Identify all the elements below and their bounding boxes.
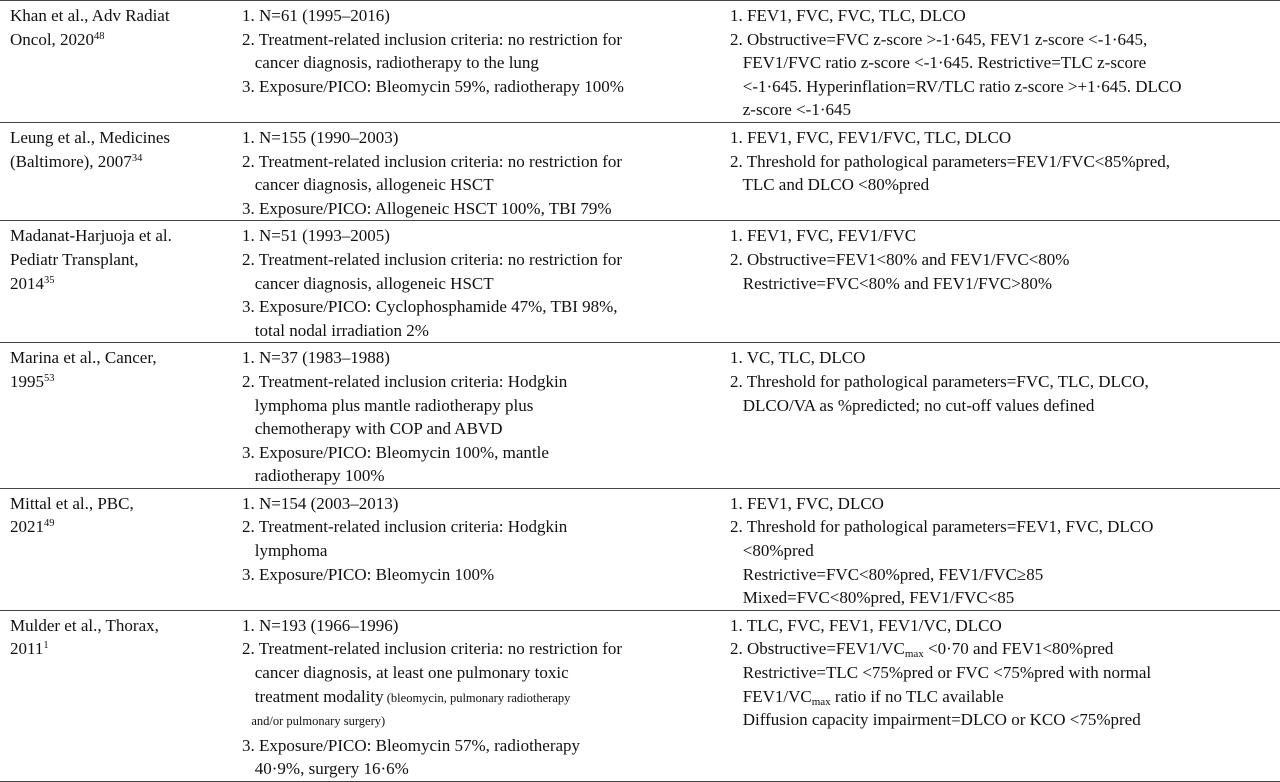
outcome-cell [720, 488, 1280, 610]
design-line: 3. Exposure/PICO: Bleomycin 57%, radiotherapy [242, 735, 581, 755]
outcome-cell [720, 343, 1280, 489]
design-line: 2. Treatment-related inclusion criteria: no restriction for [242, 151, 623, 171]
table-row [0, 221, 1280, 343]
design-line: chemotherapy with COP and ABVD [242, 419, 503, 439]
outcome-line: 2. Threshold for pathological parameters=FEV1/FVC<85%pred, [730, 151, 1170, 171]
study-line: 2014$^{35}$ [10, 273, 55, 293]
outcome-line: 2. Threshold for pathological parameters=FEV1, FVC, DLCO [730, 517, 1154, 537]
study-line: Leung et al., Medicines [10, 127, 171, 147]
table-row [0, 343, 1280, 489]
study-line: 2011$^1$ [10, 639, 49, 659]
table-row [0, 122, 1280, 220]
design-line: 1. N=37 (1983–1988) [242, 348, 390, 368]
table-row [0, 610, 1280, 781]
outcome-line: 1. FEV1, FVC, FVC, TLC, DLCO [730, 6, 966, 25]
design-line: cancer diagnosis, at least one pulmonary toxic [242, 663, 569, 683]
study-line: Oncol, 2020$^{48}$ [10, 29, 105, 49]
design-cell [232, 122, 720, 220]
design-line: 1. N=193 (1966–1996) [242, 615, 399, 635]
design-line: lymphoma plus mantle radiotherapy plus [242, 395, 534, 415]
design-note: and/or pulmonary surgery) [242, 714, 386, 729]
study-line: Pediatr Transplant, [10, 249, 139, 269]
design-line: lymphoma [242, 541, 328, 561]
outcome-line: FEV1/FVC ratio z-score <-1·645. Restrictive=TLC z-score [730, 53, 1147, 73]
study-line: 1995$^{53}$ [10, 371, 55, 391]
study-cell [0, 610, 232, 781]
outcome-line: 1. FEV1, FVC, DLCO [730, 493, 884, 513]
outcome-line: DLCO/VA as %predicted; no cut-off values defined [730, 395, 1095, 415]
design-line: 3. Exposure/PICO: Allogeneic HSCT 100%, TBI 79% [242, 198, 612, 218]
design-line: 2. Treatment-related inclusion criteria: no restriction for [242, 639, 623, 659]
design-line: 1. N=154 (2003–2013) [242, 493, 399, 513]
outcome-cell [720, 122, 1280, 220]
design-line: total nodal irradiation 2% [242, 320, 429, 340]
study-cell [0, 221, 232, 343]
design-line: radiotherapy 100% [242, 466, 385, 486]
outcome-line: 1. TLC, FVC, FEV1, FEV1/VC, DLCO [730, 615, 1002, 635]
study-line: 2021$^{49}$ [10, 517, 55, 537]
study-line: (Baltimore), 2007$^{34}$ [10, 151, 143, 171]
outcome-line: 2. $Obstructive=FEV1/VC_{max} <0\cdot 70$ and FEV1<80%pred [730, 639, 1114, 661]
outcome-line: $FEV1/VC_{max}$ ratio if no TLC available [730, 686, 1004, 708]
outcome-cell [720, 610, 1280, 781]
design-line: 2. Treatment-related inclusion criteria: Hodgkin [242, 371, 568, 391]
reference-number: 35 [44, 274, 55, 286]
table-row [0, 488, 1280, 610]
design-note: (bleomycin, pulmonary radiotherapy [383, 690, 571, 705]
reference-number: 53 [44, 372, 55, 384]
reference-number: 48 [94, 30, 105, 42]
study-line: Mulder et al., Thorax, [10, 615, 159, 635]
reference-number: 34 [131, 152, 143, 164]
design-line: 3. Exposure/PICO: Cyclophosphamide 47%, TBI 98%, [242, 297, 618, 317]
outcome-line: 2. Threshold for pathological parameters=FVC, TLC, DLCO, [730, 371, 1149, 391]
outcome-line: Mixed=FVC<80%pred, FEV1/FVC<85 [730, 588, 1015, 608]
outcome-cell [720, 1, 1280, 123]
design-cell [232, 488, 720, 610]
design-line: cancer diagnosis, allogeneic HSCT [242, 175, 494, 195]
study-cell [0, 1, 232, 123]
subscript: max [904, 648, 924, 661]
design-line: 2. Treatment-related inclusion criteria: no restriction for [242, 249, 623, 269]
outcome-line: z-score <-1·645 [730, 100, 851, 120]
design-line: 3. Exposure/PICO: Bleomycin 59%, radiotherapy 100% [242, 76, 624, 96]
reference-number: 49 [44, 518, 55, 530]
outcome-line: Restrictive=FVC<80%pred, FEV1/FVC≥85 [730, 564, 1044, 584]
study-line: Khan et al., Adv Radiat [10, 6, 170, 25]
outcome-line: <80%pred [730, 541, 814, 561]
outcome-line: 2. Obstructive=FVC z-score >-1·645, FEV1 z-score <-1·645, [730, 29, 1148, 49]
outcome-line: 1. FEV1, FVC, FEV1/FVC [730, 226, 917, 246]
design-cell [232, 1, 720, 123]
design-line: 2. Treatment-related inclusion criteria: Hodgkin [242, 517, 568, 537]
design-line: treatment modality (bleomycin, pulmonary radiotherapy [242, 686, 571, 706]
table-row [0, 1, 1280, 123]
design-line: 2. Treatment-related inclusion criteria: no restriction for [242, 29, 623, 49]
reference-number: 1 [43, 640, 49, 652]
study-line: Marina et al., Cancer, [10, 348, 157, 368]
design-line: 40·9%, surgery 16·6% [242, 759, 409, 779]
design-cell [232, 610, 720, 781]
study-line: Madanat-Harjuoja et al. [10, 226, 172, 246]
design-line: 1. N=61 (1995–2016) [242, 6, 390, 25]
study-cell [0, 488, 232, 610]
subscript: max [811, 695, 831, 708]
design-line: cancer diagnosis, radiotherapy to the lung [242, 53, 539, 73]
outcome-line: Diffusion capacity impairment=DLCO or KCO <75%pred [730, 710, 1141, 730]
outcome-line: 1. VC, TLC, DLCO [730, 348, 866, 368]
design-line: 1. N=51 (1993–2005) [242, 226, 390, 246]
study-cell [0, 122, 232, 220]
design-cell [232, 343, 720, 489]
outcome-line: 2. Obstructive=FEV1<80% and FEV1/FVC<80% [730, 249, 1070, 269]
design-line: 3. Exposure/PICO: Bleomycin 100%, mantle [242, 442, 549, 462]
design-line: 1. N=155 (1990–2003) [242, 127, 399, 147]
outcome-line: 1. FEV1, FVC, FEV1/FVC, TLC, DLCO [730, 127, 1012, 147]
outcome-line: TLC and DLCO <80%pred [730, 175, 930, 195]
outcome-line: <-1·645. Hyperinflation=RV/TLC ratio z-score >+1·645. DLCO [730, 76, 1182, 96]
outcome-line: Restrictive=FVC<80% and FEV1/FVC>80% [730, 273, 1053, 293]
study-cell [0, 343, 232, 489]
design-line: cancer diagnosis, allogeneic HSCT [242, 273, 494, 293]
outcome-cell [720, 221, 1280, 343]
design-cell [232, 221, 720, 343]
study-line: Mittal et al., PBC, [10, 493, 134, 513]
design-line: 3. Exposure/PICO: Bleomycin 100% [242, 564, 495, 584]
outcome-line: Restrictive=TLC <75%pred or FVC <75%pred with normal [730, 663, 1152, 683]
